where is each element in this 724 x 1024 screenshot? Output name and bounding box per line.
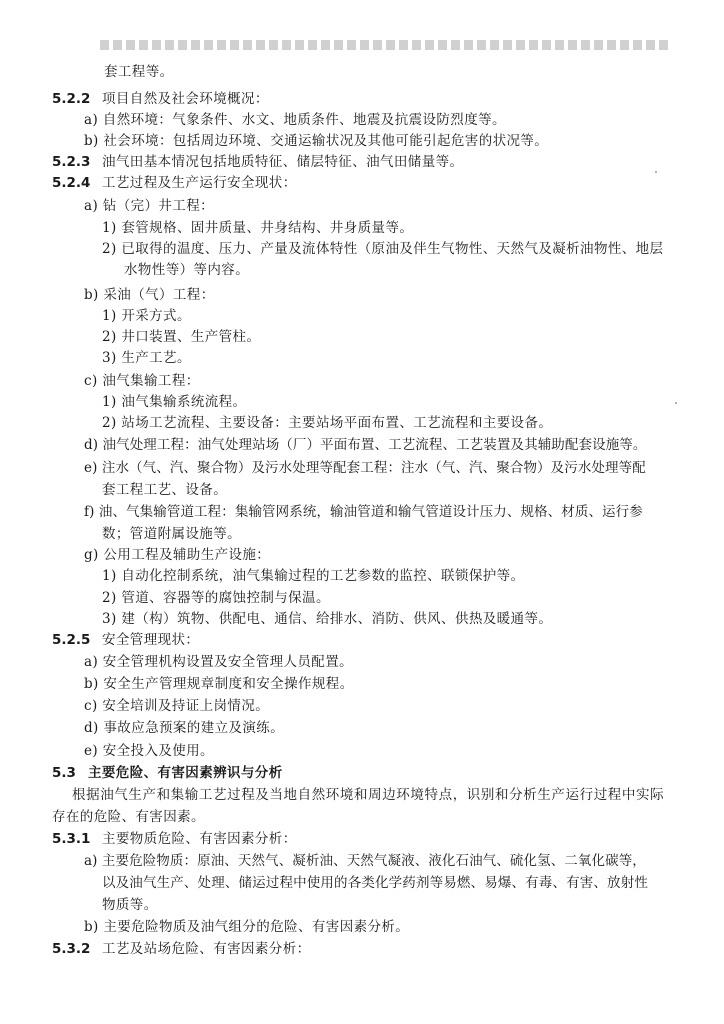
section-title: 项目自然及社会环境概况： (102, 91, 269, 107)
sub-list-item-continued: 水物性等）等内容。 (124, 262, 250, 278)
section-title: 工艺过程及生产运行安全现状： (102, 175, 297, 191)
section-number: 5.2.3 (52, 154, 91, 170)
section-number: 5.2.4 (52, 175, 91, 191)
list-item: a) 主要危险物质：原油、天然气、凝析油、天然气凝液、液化石油气、硫化氢、二氧化碳等， (84, 853, 646, 869)
section-heading (52, 90, 269, 108)
list-item-continued: 物质等。 (102, 897, 158, 913)
list-item: d) 事故应急预案的建立及演练。 (84, 720, 285, 736)
sub-list-item: 2) 管道、容器等的腐蚀控制与保温。 (102, 590, 330, 606)
section-heading (52, 153, 463, 171)
text-line: 套工程等。 (104, 64, 174, 80)
list-item: a) 钻（完）井工程： (84, 198, 215, 214)
section-heading (52, 631, 199, 649)
section-number: 5.2.5 (52, 632, 91, 648)
list-item-continued: 以及油气生产、处理、储运过程中使用的各类化学药剂等易燃、易爆、有毒、有害、放射性 (102, 875, 648, 891)
section-title: 安全管理现状： (102, 632, 200, 648)
list-item: c) 安全培训及持证上岗情况。 (84, 698, 270, 714)
sub-list-item: 1) 自动化控制系统，油气集输过程的工艺参数的监控、联锁保护等。 (102, 568, 525, 584)
list-item: b) 安全生产管理规章制度和安全操作规程。 (84, 676, 354, 692)
cut-off-top-line (100, 40, 670, 50)
scan-speck (675, 402, 677, 404)
list-item: e) 安全投入及使用。 (84, 743, 214, 759)
section-heading (52, 764, 283, 782)
list-item-continued: 数；管道附属设施等。 (102, 526, 241, 542)
section-number: 5.3.2 (52, 941, 91, 957)
list-item-continued: 套工程工艺、设备。 (102, 482, 228, 498)
section-title: 油气田基本情况包括地质特征、储层特征、油气田储量等。 (102, 154, 464, 170)
sub-list-item: 1) 套管规格、固井质量、井身结构、井身质量等。 (102, 220, 414, 236)
paragraph-line: 存在的危险、有害因素。 (52, 809, 205, 825)
list-item: d) 油气处理工程：油气处理站场（厂）平面布置、工艺流程、工艺装置及其辅助配套设施等。 (84, 437, 647, 453)
list-item: b) 采油（气）工程： (84, 287, 215, 303)
sub-list-item: 3) 生产工艺。 (102, 350, 191, 366)
list-item: b) 主要危险物质及油气组分的危险、有害因素分析。 (84, 919, 410, 935)
section-number: 5.2.2 (52, 91, 91, 107)
sub-list-item: 1) 油气集输系统流程。 (102, 394, 247, 410)
paragraph-line: 根据油气生产和集输工艺过程及当地自然环境和周边环境特点，识别和分析生产运行过程中实际 (72, 787, 665, 803)
list-item: e) 注水（气、汽、聚合物）及污水处理等配套工程：注水（气、汽、聚合物）及污水处理等配 (84, 460, 646, 476)
sub-list-item: 2) 井口装置、生产管柱。 (102, 329, 261, 345)
sub-list-item: 2) 站场工艺流程、主要设备：主要站场平面布置、工艺流程和主要设备。 (102, 415, 553, 431)
section-number: 5.3 (52, 765, 76, 781)
list-item: g) 公用工程及辅助生产设施： (84, 547, 271, 563)
sub-list-item: 3) 建（构）筑物、供配电、通信、给排水、消防、供风、供热及暖通等。 (102, 611, 553, 627)
section-heading (52, 830, 297, 848)
section-title: 主要物质危险、有害因素分析： (102, 831, 297, 847)
sub-list-item: 2) 已取得的温度、压力、产量及流体特性（原油及伴生气物性、天然气及凝析油物性、地层 (102, 241, 664, 257)
section-heading (52, 174, 297, 192)
section-title: 主要危险、有害因素辨识与分析 (88, 765, 283, 781)
list-item: a) 自然环境：气象条件、水文、地质条件、地震及抗震设防烈度等。 (84, 112, 506, 128)
list-item: b) 社会环境：包括周边环境、交通运输状况及其他可能引起危害的状况等。 (84, 133, 549, 149)
sub-list-item: 1) 开采方式。 (102, 308, 191, 324)
scan-speck (655, 171, 657, 173)
section-heading (52, 940, 311, 958)
section-number: 5.3.1 (52, 831, 91, 847)
list-item: f) 油、气集输管道工程：集输管网系统，输油管道和输气管道设计压力、规格、材质、运行参 (84, 504, 643, 520)
list-item: a) 安全管理机构设置及安全管理人员配置。 (84, 654, 354, 670)
list-item: c) 油气集输工程： (84, 373, 200, 389)
section-title: 工艺及站场危险、有害因素分析： (102, 941, 311, 957)
